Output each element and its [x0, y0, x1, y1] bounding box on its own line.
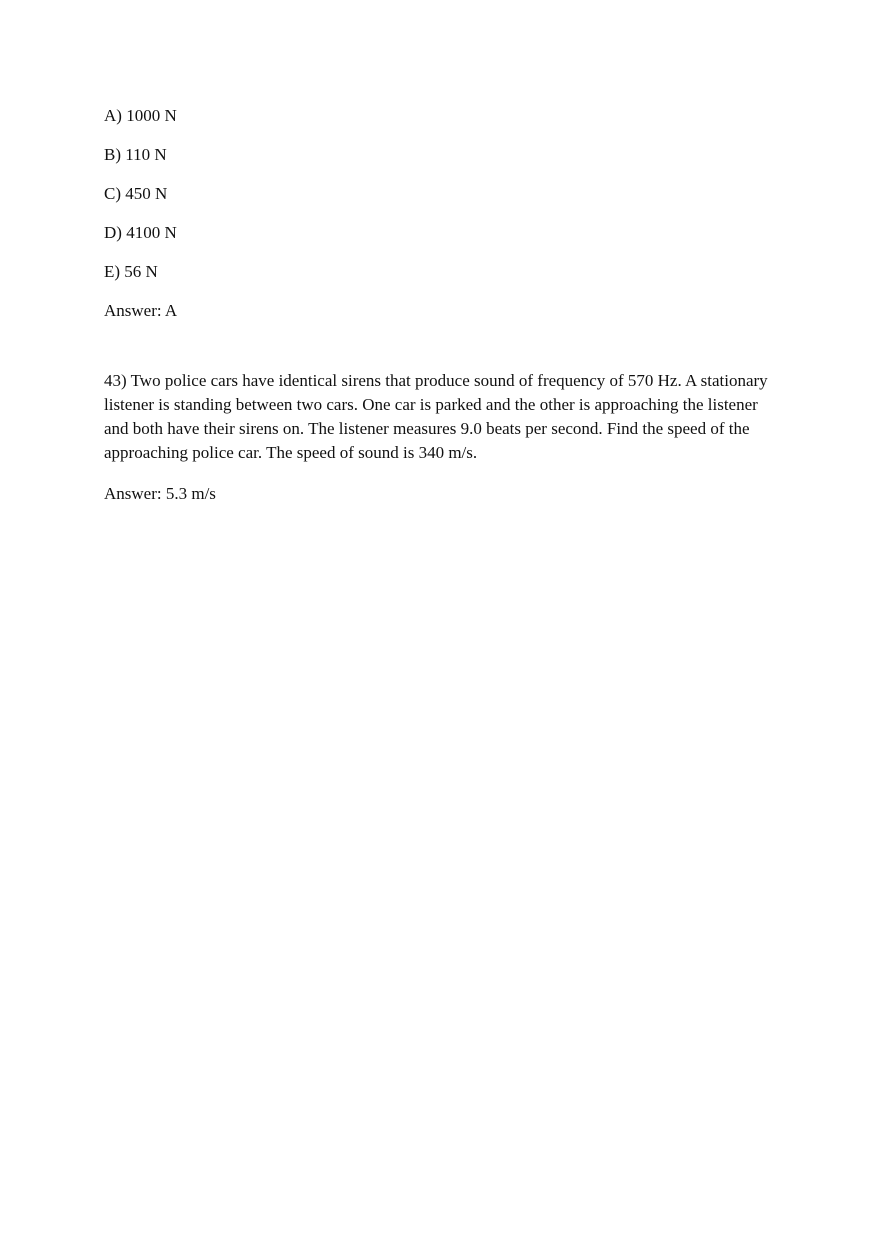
- choice-a: A) 1000 N: [104, 106, 177, 125]
- page-content: [104, 104, 774, 506]
- choice-c: C) 450 N: [104, 184, 168, 203]
- choice-e: E) 56 N: [104, 262, 158, 281]
- choice-b: B) 110 N: [104, 145, 167, 164]
- choice-d: D) 4100 N: [104, 223, 177, 242]
- question-43: 43) Two police cars have identical sirens that produce sound of frequency of 570 Hz. A stationary listener is standing between two cars. One car is parked and the other is approaching the listener and both have their sirens on. The listener measures 9.0 beats per second. Find the speed of the approaching police car. The speed of sound is 340 m/s.: [104, 371, 768, 462]
- answer-text: Answer: A: [104, 301, 178, 320]
- answer-text-43: Answer: 5.3 m/s: [104, 484, 216, 503]
